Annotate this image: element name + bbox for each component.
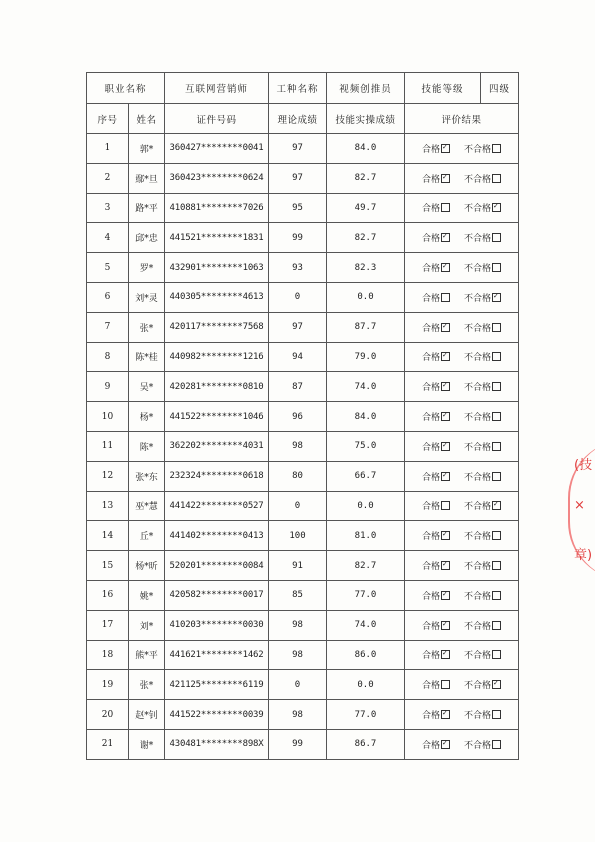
- cert-cell: 420117********7568: [165, 312, 269, 342]
- column-header-cert: 证件号码: [165, 104, 269, 134]
- table-row: [87, 461, 519, 491]
- fail-checkbox-icon: [492, 501, 501, 510]
- fail-label: 不合格: [464, 353, 492, 364]
- pass-option: [422, 291, 450, 304]
- pass-checkbox-icon: [441, 561, 450, 570]
- name-cell: 赵*钊: [129, 700, 165, 730]
- fail-option: [464, 172, 501, 185]
- cert-cell: 441621********1462: [165, 640, 269, 670]
- practice-cell: 84.0: [327, 402, 405, 432]
- cert-cell: 420281********0810: [165, 372, 269, 402]
- theory-cell: 97: [269, 163, 327, 193]
- column-header-result: 评价结果: [405, 104, 519, 134]
- theory-cell: 98: [269, 610, 327, 640]
- fail-option: [464, 738, 501, 751]
- result-cell: [405, 461, 519, 491]
- practice-cell: 79.0: [327, 342, 405, 372]
- pass-checkbox-icon: [441, 621, 450, 630]
- evaluation-table: [86, 72, 519, 760]
- pass-checkbox-icon: [441, 174, 450, 183]
- table-row: [87, 610, 519, 640]
- practice-cell: 84.0: [327, 134, 405, 164]
- result-cell: [405, 521, 519, 551]
- seq-cell: 2: [87, 163, 129, 193]
- seq-cell: 15: [87, 551, 129, 581]
- fail-checkbox-icon: [492, 740, 501, 749]
- pass-checkbox-icon: [441, 740, 450, 749]
- seq-cell: 20: [87, 700, 129, 730]
- practice-cell: 0.0: [327, 491, 405, 521]
- pass-checkbox-icon: [441, 531, 450, 540]
- fail-checkbox-icon: [492, 233, 501, 242]
- practice-cell: 86.0: [327, 640, 405, 670]
- pass-label: 合格: [422, 621, 441, 632]
- table-row: [87, 670, 519, 700]
- theory-cell: 87: [269, 372, 327, 402]
- seq-cell: 14: [87, 521, 129, 551]
- fail-checkbox-icon: [492, 144, 501, 153]
- column-header-practice: 技能实操成绩: [327, 104, 405, 134]
- pass-label: 合格: [422, 413, 441, 424]
- fail-checkbox-icon: [492, 263, 501, 272]
- name-cell: 张*: [129, 670, 165, 700]
- practice-cell: 66.7: [327, 461, 405, 491]
- seq-cell: 1: [87, 134, 129, 164]
- cert-cell: 432901********1063: [165, 253, 269, 283]
- seq-cell: 19: [87, 670, 129, 700]
- fail-checkbox-icon: [492, 710, 501, 719]
- fail-checkbox-icon: [492, 352, 501, 361]
- name-cell: 丘*: [129, 521, 165, 551]
- fail-label: 不合格: [464, 591, 492, 602]
- table-row: [87, 551, 519, 581]
- fail-checkbox-icon: [492, 412, 501, 421]
- cert-cell: 441422********0527: [165, 491, 269, 521]
- practice-cell: 82.7: [327, 551, 405, 581]
- fail-label: 不合格: [464, 532, 492, 543]
- fail-label: 不合格: [464, 502, 492, 513]
- pass-label: 合格: [422, 740, 441, 751]
- trade-value: 视频创推员: [327, 73, 405, 104]
- fail-option: [464, 142, 501, 155]
- fail-checkbox-icon: [492, 591, 501, 600]
- level-value: 四级: [481, 73, 519, 104]
- fail-label: 不合格: [464, 442, 492, 453]
- seq-cell: 6: [87, 282, 129, 312]
- pass-label: 合格: [422, 711, 441, 722]
- seq-cell: 4: [87, 223, 129, 253]
- pass-checkbox-icon: [441, 203, 450, 212]
- name-cell: 张*东: [129, 461, 165, 491]
- seq-cell: 7: [87, 312, 129, 342]
- trade-label: 工种名称: [269, 73, 327, 104]
- theory-cell: 93: [269, 253, 327, 283]
- fail-label: 不合格: [464, 204, 492, 215]
- level-label: 技能等级: [405, 73, 481, 104]
- fail-label: 不合格: [464, 264, 492, 275]
- table-row: [87, 729, 519, 759]
- fail-option: [464, 321, 501, 334]
- pass-checkbox-icon: [441, 472, 450, 481]
- practice-cell: 74.0: [327, 610, 405, 640]
- name-cell: 陈*桂: [129, 342, 165, 372]
- theory-cell: 99: [269, 729, 327, 759]
- practice-cell: 77.0: [327, 580, 405, 610]
- table-row: [87, 640, 519, 670]
- practice-cell: 0.0: [327, 282, 405, 312]
- pass-option: [422, 231, 450, 244]
- fail-checkbox-icon: [492, 680, 501, 689]
- seq-cell: 21: [87, 729, 129, 759]
- name-cell: 巫*慧: [129, 491, 165, 521]
- fail-label: 不合格: [464, 323, 492, 334]
- name-cell: 路*平: [129, 193, 165, 223]
- cert-cell: 420582********0017: [165, 580, 269, 610]
- pass-label: 合格: [422, 502, 441, 513]
- cert-cell: 421125********6119: [165, 670, 269, 700]
- pass-label: 合格: [422, 293, 441, 304]
- name-cell: 罗*: [129, 253, 165, 283]
- table-row: [87, 134, 519, 164]
- pass-label: 合格: [422, 323, 441, 334]
- pass-checkbox-icon: [441, 710, 450, 719]
- seq-cell: 13: [87, 491, 129, 521]
- table-row: [87, 431, 519, 461]
- header-row-occupation: [87, 73, 519, 104]
- theory-cell: 98: [269, 700, 327, 730]
- result-cell: [405, 580, 519, 610]
- cert-cell: 232324********0618: [165, 461, 269, 491]
- fail-option: [464, 470, 501, 483]
- cert-cell: 440982********1216: [165, 342, 269, 372]
- cert-cell: 441522********1046: [165, 402, 269, 432]
- result-cell: [405, 134, 519, 164]
- practice-cell: 87.7: [327, 312, 405, 342]
- fail-option: [464, 350, 501, 363]
- cert-cell: 440305********4613: [165, 282, 269, 312]
- cert-cell: 360427********0041: [165, 134, 269, 164]
- table-row: [87, 312, 519, 342]
- fail-label: 不合格: [464, 174, 492, 185]
- name-cell: 陈*: [129, 431, 165, 461]
- practice-cell: 0.0: [327, 670, 405, 700]
- theory-cell: 0: [269, 670, 327, 700]
- pass-option: [422, 529, 450, 542]
- fail-label: 不合格: [464, 413, 492, 424]
- pass-checkbox-icon: [441, 412, 450, 421]
- practice-cell: 81.0: [327, 521, 405, 551]
- table-row: [87, 372, 519, 402]
- column-header-seq: 序号: [87, 104, 129, 134]
- seq-cell: 5: [87, 253, 129, 283]
- name-cell: 郭*: [129, 134, 165, 164]
- table-row: [87, 580, 519, 610]
- name-cell: 谢*: [129, 729, 165, 759]
- result-cell: [405, 342, 519, 372]
- fail-checkbox-icon: [492, 650, 501, 659]
- pass-label: 合格: [422, 532, 441, 543]
- seq-cell: 16: [87, 580, 129, 610]
- fail-checkbox-icon: [492, 531, 501, 540]
- pass-option: [422, 380, 450, 393]
- practice-cell: 86.7: [327, 729, 405, 759]
- fail-label: 不合格: [464, 472, 492, 483]
- seq-cell: 10: [87, 402, 129, 432]
- practice-cell: 75.0: [327, 431, 405, 461]
- pass-label: 合格: [422, 651, 441, 662]
- result-cell: [405, 491, 519, 521]
- seq-cell: 11: [87, 431, 129, 461]
- theory-cell: 85: [269, 580, 327, 610]
- pass-label: 合格: [422, 234, 441, 245]
- pass-option: [422, 470, 450, 483]
- fail-checkbox-icon: [492, 442, 501, 451]
- seq-cell: 3: [87, 193, 129, 223]
- pass-label: 合格: [422, 562, 441, 573]
- theory-cell: 0: [269, 282, 327, 312]
- fail-label: 不合格: [464, 562, 492, 573]
- pass-option: [422, 708, 450, 721]
- practice-cell: 49.7: [327, 193, 405, 223]
- seq-cell: 12: [87, 461, 129, 491]
- pass-label: 合格: [422, 174, 441, 185]
- fail-option: [464, 410, 501, 423]
- theory-cell: 94: [269, 342, 327, 372]
- fail-label: 不合格: [464, 293, 492, 304]
- pass-checkbox-icon: [441, 293, 450, 302]
- result-cell: [405, 223, 519, 253]
- pass-option: [422, 440, 450, 453]
- name-cell: 杨*: [129, 402, 165, 432]
- table-row: [87, 521, 519, 551]
- cert-cell: 410203********0030: [165, 610, 269, 640]
- fail-option: [464, 529, 501, 542]
- pass-label: 合格: [422, 383, 441, 394]
- pass-option: [422, 261, 450, 274]
- pass-label: 合格: [422, 591, 441, 602]
- fail-label: 不合格: [464, 144, 492, 155]
- cert-cell: 430481********898X: [165, 729, 269, 759]
- name-cell: 姚*: [129, 580, 165, 610]
- theory-cell: 96: [269, 402, 327, 432]
- pass-option: [422, 678, 450, 691]
- pass-option: [422, 172, 450, 185]
- cert-cell: 362202********4031: [165, 431, 269, 461]
- result-cell: [405, 253, 519, 283]
- pass-checkbox-icon: [441, 650, 450, 659]
- practice-cell: 74.0: [327, 372, 405, 402]
- result-cell: [405, 372, 519, 402]
- cert-cell: 360423********0624: [165, 163, 269, 193]
- theory-cell: 97: [269, 134, 327, 164]
- cert-cell: 441522********0039: [165, 700, 269, 730]
- pass-option: [422, 648, 450, 661]
- result-cell: [405, 282, 519, 312]
- table-row: [87, 402, 519, 432]
- pass-checkbox-icon: [441, 591, 450, 600]
- seq-cell: 17: [87, 610, 129, 640]
- name-cell: 邱*忠: [129, 223, 165, 253]
- fail-option: [464, 648, 501, 661]
- table-row: [87, 282, 519, 312]
- pass-option: [422, 738, 450, 751]
- theory-cell: 91: [269, 551, 327, 581]
- fail-option: [464, 678, 501, 691]
- fail-checkbox-icon: [492, 293, 501, 302]
- pass-label: 合格: [422, 204, 441, 215]
- pass-option: [422, 410, 450, 423]
- pass-label: 合格: [422, 264, 441, 275]
- fail-option: [464, 231, 501, 244]
- fail-checkbox-icon: [492, 472, 501, 481]
- pass-checkbox-icon: [441, 442, 450, 451]
- table-row: [87, 491, 519, 521]
- pass-checkbox-icon: [441, 352, 450, 361]
- official-seal-partial: [568, 440, 595, 580]
- pass-option: [422, 350, 450, 363]
- theory-cell: 100: [269, 521, 327, 551]
- fail-option: [464, 499, 501, 512]
- seal-char-1: (技: [574, 458, 593, 473]
- fail-checkbox-icon: [492, 382, 501, 391]
- seal-char-2: ×: [574, 498, 585, 513]
- pass-checkbox-icon: [441, 323, 450, 332]
- result-cell: [405, 402, 519, 432]
- fail-label: 不合格: [464, 234, 492, 245]
- seal-char-3: 章): [574, 548, 593, 563]
- name-cell: 吴*: [129, 372, 165, 402]
- seq-cell: 9: [87, 372, 129, 402]
- result-cell: [405, 551, 519, 581]
- fail-label: 不合格: [464, 651, 492, 662]
- fail-option: [464, 589, 501, 602]
- table-row: [87, 193, 519, 223]
- result-cell: [405, 729, 519, 759]
- name-cell: 刘*灵: [129, 282, 165, 312]
- result-cell: [405, 312, 519, 342]
- fail-label: 不合格: [464, 711, 492, 722]
- theory-cell: 95: [269, 193, 327, 223]
- pass-checkbox-icon: [441, 144, 450, 153]
- pass-label: 合格: [422, 353, 441, 364]
- pass-option: [422, 619, 450, 632]
- fail-option: [464, 261, 501, 274]
- fail-checkbox-icon: [492, 323, 501, 332]
- result-cell: [405, 431, 519, 461]
- pass-option: [422, 142, 450, 155]
- fail-checkbox-icon: [492, 561, 501, 570]
- fail-option: [464, 559, 501, 572]
- pass-label: 合格: [422, 144, 441, 155]
- pass-checkbox-icon: [441, 233, 450, 242]
- seq-cell: 8: [87, 342, 129, 372]
- practice-cell: 82.7: [327, 223, 405, 253]
- fail-option: [464, 380, 501, 393]
- pass-option: [422, 499, 450, 512]
- pass-checkbox-icon: [441, 680, 450, 689]
- occupation-value: 互联网营销师: [165, 73, 269, 104]
- fail-label: 不合格: [464, 383, 492, 394]
- fail-label: 不合格: [464, 621, 492, 632]
- occupation-label: 职业名称: [87, 73, 165, 104]
- name-cell: 鄢*旦: [129, 163, 165, 193]
- fail-option: [464, 619, 501, 632]
- fail-label: 不合格: [464, 681, 492, 692]
- pass-option: [422, 321, 450, 334]
- header-row-columns: [87, 104, 519, 134]
- column-header-name: 姓名: [129, 104, 165, 134]
- pass-checkbox-icon: [441, 501, 450, 510]
- column-header-theory: 理论成绩: [269, 104, 327, 134]
- pass-option: [422, 559, 450, 572]
- cert-cell: 441521********1831: [165, 223, 269, 253]
- pass-checkbox-icon: [441, 382, 450, 391]
- fail-label: 不合格: [464, 740, 492, 751]
- name-cell: 熊*平: [129, 640, 165, 670]
- seq-cell: 18: [87, 640, 129, 670]
- practice-cell: 82.7: [327, 163, 405, 193]
- cert-cell: 410881********7026: [165, 193, 269, 223]
- theory-cell: 98: [269, 431, 327, 461]
- fail-checkbox-icon: [492, 621, 501, 630]
- theory-cell: 80: [269, 461, 327, 491]
- cert-cell: 520201********0084: [165, 551, 269, 581]
- fail-option: [464, 291, 501, 304]
- result-cell: [405, 610, 519, 640]
- result-cell: [405, 670, 519, 700]
- pass-label: 合格: [422, 681, 441, 692]
- pass-checkbox-icon: [441, 263, 450, 272]
- fail-checkbox-icon: [492, 174, 501, 183]
- fail-checkbox-icon: [492, 203, 501, 212]
- result-cell: [405, 193, 519, 223]
- theory-cell: 0: [269, 491, 327, 521]
- practice-cell: 82.3: [327, 253, 405, 283]
- table-row: [87, 223, 519, 253]
- name-cell: 张*: [129, 312, 165, 342]
- table-row: [87, 342, 519, 372]
- name-cell: 杨*昕: [129, 551, 165, 581]
- theory-cell: 98: [269, 640, 327, 670]
- table-row: [87, 163, 519, 193]
- result-cell: [405, 640, 519, 670]
- table-row: [87, 700, 519, 730]
- name-cell: 刘*: [129, 610, 165, 640]
- cert-cell: 441402********0413: [165, 521, 269, 551]
- fail-option: [464, 440, 501, 453]
- practice-cell: 77.0: [327, 700, 405, 730]
- fail-option: [464, 708, 501, 721]
- result-cell: [405, 700, 519, 730]
- pass-label: 合格: [422, 472, 441, 483]
- pass-label: 合格: [422, 442, 441, 453]
- result-cell: [405, 163, 519, 193]
- pass-option: [422, 589, 450, 602]
- pass-option: [422, 201, 450, 214]
- table-row: [87, 253, 519, 283]
- theory-cell: 99: [269, 223, 327, 253]
- theory-cell: 97: [269, 312, 327, 342]
- fail-option: [464, 201, 501, 214]
